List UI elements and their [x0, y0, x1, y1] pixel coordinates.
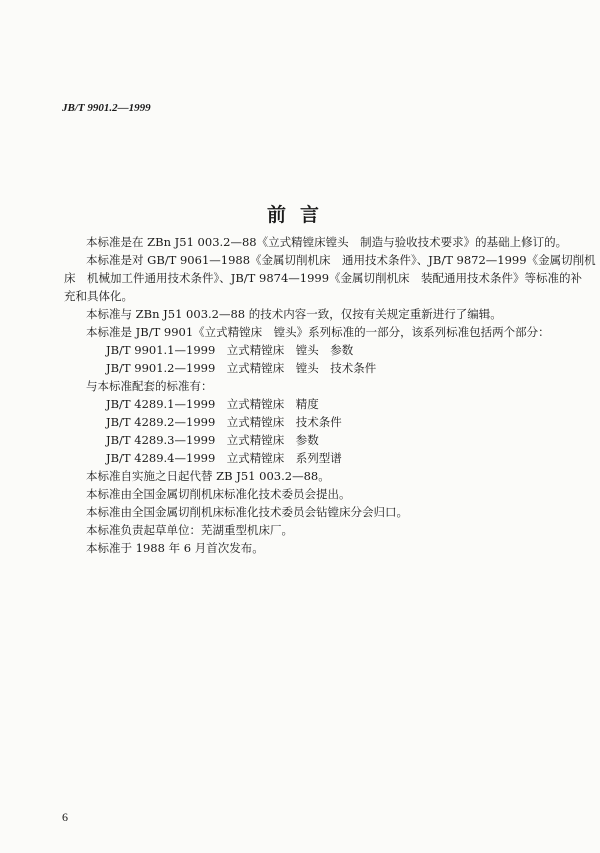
text-line: JB/T 9901.1—1999 立式精镗床 镗头 参数	[106, 343, 354, 357]
text-line: 本标准于 1988 年 6 月首次发布。	[86, 541, 264, 555]
text-line: 本标准负责起草单位：芜湖重型机床厂。	[86, 523, 293, 537]
text-line: JB/T 4289.2—1999 立式精镗床 技术条件	[106, 415, 342, 429]
text-line: 本标准由全国金属切削机床标准化技术委员会钻镗床分会归口。	[86, 505, 408, 519]
text-line: 本标准是在 ZBn J51 003.2—88《立式精镗床镗头 制造与验收技术要求》的基础上修订的。	[86, 235, 568, 249]
page-number: 6	[62, 810, 68, 824]
text-line: JB/T 9901.2—1999 立式精镗床 镗头 技术条件	[106, 361, 377, 375]
text-line: 充和具体化。	[64, 289, 133, 303]
standard-number-header: JB/T 9901.2—1999	[62, 102, 151, 114]
text-line: 本标准与 ZBn J51 003.2—88 的技术内容一致，仅按有关规定重新进行了编辑。	[86, 307, 502, 321]
text-line: 本标准是对 GB/T 9061—1988《金属切削机床 通用技术条件》、JB/T 9872—1999《金属切削机	[86, 253, 596, 267]
text-line: JB/T 4289.1—1999 立式精镗床 精度	[106, 397, 319, 411]
text-line: JB/T 4289.4—1999 立式精镗床 系列型谱	[106, 451, 342, 465]
text-line: JB/T 4289.3—1999 立式精镗床 参数	[106, 433, 319, 447]
text-line: 与本标准配套的标准有：	[86, 379, 213, 393]
text-line: 本标准由全国金属切削机床标准化技术委员会提出。	[86, 487, 351, 501]
text-line: 本标准是 JB/T 9901《立式精镗床 镗头》系列标准的一部分，该系列标准包括两个部分：	[86, 325, 550, 339]
text-line: 床 机械加工件通用技术条件》、JB/T 9874—1999《金属切削机床 装配通用技术条件》等标准的补	[64, 271, 583, 285]
page-title: 前言	[266, 204, 333, 226]
text-line: 本标准自实施之日起代替 ZB J51 003.2—88。	[86, 469, 330, 483]
